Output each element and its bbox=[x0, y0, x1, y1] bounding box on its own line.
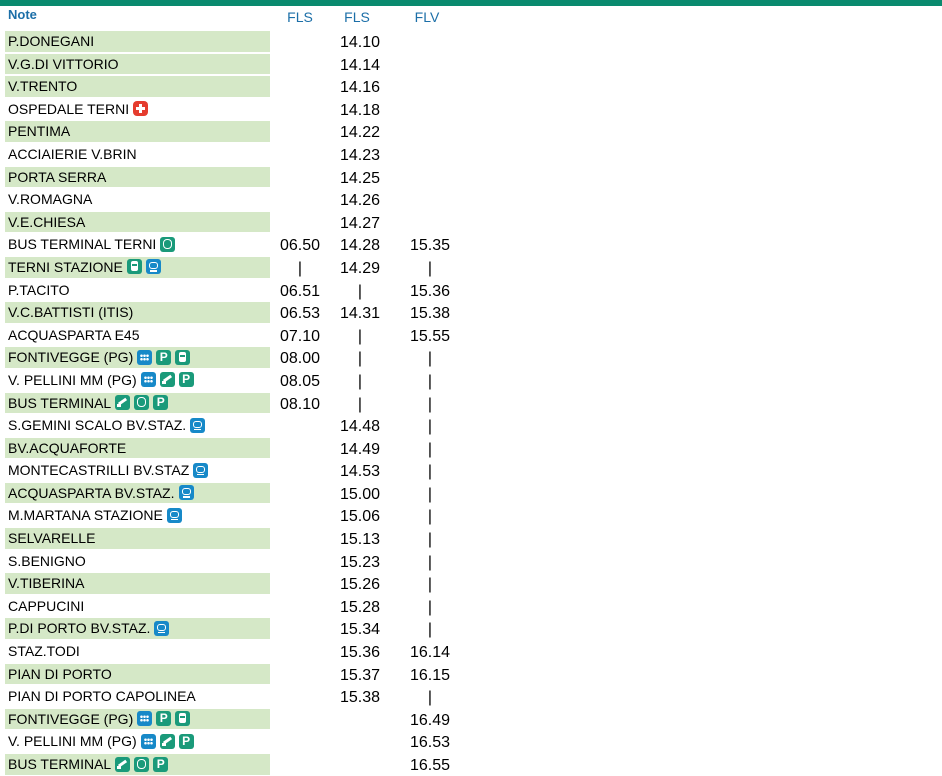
time-cell: 14.27 bbox=[339, 214, 381, 232]
stop-name-cell bbox=[8, 282, 69, 298]
stop-name: BV.ACQUAFORTE bbox=[8, 439, 127, 456]
table-row bbox=[0, 301, 942, 324]
time-cell: | bbox=[357, 327, 363, 345]
table-row bbox=[0, 640, 942, 663]
time-cell: 14.49 bbox=[339, 440, 381, 458]
table-row bbox=[0, 211, 942, 234]
parking-icon bbox=[156, 350, 171, 365]
stop-name-cell bbox=[8, 666, 112, 682]
stop-name-cell bbox=[8, 395, 168, 411]
stop-name: P.DI PORTO BV.STAZ. bbox=[8, 620, 151, 637]
bus-stop-icon bbox=[167, 508, 182, 523]
time-cell: 15.36 bbox=[339, 644, 381, 662]
table-row bbox=[0, 143, 942, 166]
stop-name-cell bbox=[8, 688, 196, 704]
table-row bbox=[0, 685, 942, 708]
stop-name: FONTIVEGGE (PG) bbox=[8, 349, 134, 366]
table-row bbox=[0, 414, 942, 437]
table-row bbox=[0, 166, 942, 189]
bus-stop-icon bbox=[154, 621, 169, 636]
stop-name-cell bbox=[8, 236, 175, 252]
stop-name: V. PELLINI MM (PG) bbox=[8, 733, 137, 750]
minimetro-icon bbox=[137, 350, 152, 365]
stop-name-cell bbox=[8, 711, 190, 727]
time-cell: 14.25 bbox=[339, 169, 381, 187]
time-cell: 15.35 bbox=[409, 237, 451, 255]
stop-name: BUS TERMINAL bbox=[8, 756, 112, 772]
time-cell: 15.38 bbox=[409, 305, 451, 323]
stop-name: PORTA SERRA bbox=[8, 168, 107, 185]
stop-name-cell bbox=[8, 575, 85, 591]
time-cell: 08.05 bbox=[279, 372, 321, 390]
time-cell: | bbox=[357, 350, 363, 368]
time-cell: | bbox=[427, 689, 433, 707]
stop-name: MONTECASTRILLI BV.STAZ bbox=[8, 462, 190, 479]
time-cell: | bbox=[427, 440, 433, 458]
table-row bbox=[0, 504, 942, 527]
stop-name-cell bbox=[8, 530, 95, 546]
table-row bbox=[0, 595, 942, 618]
time-cell: | bbox=[427, 485, 433, 503]
minimetro-icon bbox=[141, 372, 156, 387]
time-cell: 08.00 bbox=[279, 350, 321, 368]
time-cell: 06.53 bbox=[279, 305, 321, 323]
time-cell: 16.55 bbox=[409, 757, 451, 774]
stop-name-cell bbox=[8, 259, 161, 275]
stop-name-cell bbox=[8, 507, 182, 523]
stop-name: FONTIVEGGE (PG) bbox=[8, 710, 134, 727]
time-cell: | bbox=[427, 576, 433, 594]
time-cell: 16.14 bbox=[409, 644, 451, 662]
time-cell: 14.29 bbox=[339, 259, 381, 277]
stop-name: PIAN DI PORTO CAPOLINEA bbox=[8, 688, 196, 705]
time-cell: | bbox=[427, 259, 433, 277]
stop-name: M.MARTANA STAZIONE bbox=[8, 507, 163, 524]
train-icon bbox=[175, 711, 190, 726]
table-row bbox=[0, 98, 942, 121]
stop-name-cell bbox=[8, 327, 140, 343]
stop-name-cell bbox=[8, 56, 118, 72]
time-cell: 14.28 bbox=[339, 237, 381, 255]
train-icon bbox=[175, 350, 190, 365]
stop-name-cell bbox=[8, 146, 137, 162]
stop-name: V. PELLINI MM (PG) bbox=[8, 371, 137, 388]
stop-name-cell bbox=[8, 643, 80, 659]
stop-name: BUS TERMINAL bbox=[8, 394, 112, 411]
time-cell: 15.06 bbox=[339, 508, 381, 526]
table-row bbox=[0, 617, 942, 640]
stop-name-cell bbox=[8, 756, 168, 772]
time-cell: 14.53 bbox=[339, 463, 381, 481]
time-cell: | bbox=[297, 259, 303, 277]
stop-name-cell bbox=[8, 485, 194, 501]
time-cell: | bbox=[427, 463, 433, 481]
time-cell: 15.23 bbox=[339, 553, 381, 571]
time-cell: 14.14 bbox=[339, 56, 381, 74]
table-row bbox=[0, 392, 942, 415]
stop-name: ACQUASPARTA E45 bbox=[8, 326, 140, 343]
time-cell: 14.23 bbox=[339, 146, 381, 164]
stop-name: V.TRENTO bbox=[8, 78, 78, 95]
minimetro-icon bbox=[141, 734, 156, 749]
time-cell: | bbox=[427, 508, 433, 526]
column-header-1: FLS bbox=[287, 9, 313, 25]
time-cell: 15.28 bbox=[339, 598, 381, 616]
bus-stop-icon bbox=[146, 259, 161, 274]
stop-name: P.DONEGANI bbox=[8, 33, 95, 49]
stop-name: OSPEDALE TERNI bbox=[8, 100, 130, 117]
stop-name-cell bbox=[8, 78, 77, 94]
table-row bbox=[0, 482, 942, 505]
time-cell: 14.16 bbox=[339, 79, 381, 97]
table-row bbox=[0, 527, 942, 550]
table-row bbox=[0, 324, 942, 347]
stop-name-cell bbox=[8, 372, 194, 388]
table-row bbox=[0, 459, 942, 482]
train-icon bbox=[127, 259, 142, 274]
time-cell: 06.50 bbox=[279, 237, 321, 255]
escalator-icon bbox=[115, 395, 130, 410]
escalator-icon bbox=[160, 734, 175, 749]
stop-name: S.GEMINI SCALO BV.STAZ. bbox=[8, 417, 187, 434]
time-cell: | bbox=[427, 418, 433, 436]
stop-name-cell bbox=[8, 553, 86, 569]
parking-icon bbox=[179, 734, 194, 749]
time-cell: 14.31 bbox=[339, 305, 381, 323]
stop-name: V.C.BATTISTI (ITIS) bbox=[8, 304, 134, 321]
time-cell: 15.38 bbox=[339, 689, 381, 707]
time-cell: | bbox=[427, 395, 433, 413]
stop-name: STAZ.TODI bbox=[8, 643, 80, 660]
time-cell: 14.48 bbox=[339, 418, 381, 436]
table-header bbox=[0, 6, 942, 26]
time-cell: 14.10 bbox=[339, 34, 381, 51]
time-cell: 16.15 bbox=[409, 666, 451, 684]
time-cell: 15.34 bbox=[339, 621, 381, 639]
bus-terminal-icon bbox=[134, 757, 149, 772]
stop-name-cell bbox=[8, 349, 190, 365]
time-cell: | bbox=[427, 598, 433, 616]
stop-name: BUS TERMINAL TERNI bbox=[8, 236, 157, 253]
table-row bbox=[0, 730, 942, 753]
time-cell: 14.22 bbox=[339, 124, 381, 142]
time-cell: | bbox=[427, 553, 433, 571]
stop-name: PENTIMA bbox=[8, 123, 71, 140]
column-header-3: FLV bbox=[414, 9, 440, 25]
time-cell: 08.10 bbox=[279, 395, 321, 413]
table-row bbox=[0, 30, 942, 53]
column-header-2: FLS bbox=[344, 9, 370, 25]
table-row bbox=[0, 369, 942, 392]
time-cell: 15.55 bbox=[409, 327, 451, 345]
parking-icon bbox=[153, 395, 168, 410]
stop-name: PIAN DI PORTO bbox=[8, 665, 112, 682]
table-row bbox=[0, 233, 942, 256]
bus-stop-icon bbox=[179, 485, 194, 500]
time-cell: | bbox=[427, 372, 433, 390]
stop-name: V.TIBERINA bbox=[8, 575, 85, 592]
table-row bbox=[0, 663, 942, 686]
stop-name-cell bbox=[8, 169, 106, 185]
stop-name-cell bbox=[8, 191, 92, 207]
time-cell: 15.36 bbox=[409, 282, 451, 300]
stop-name: SELVARELLE bbox=[8, 530, 96, 547]
time-cell: 15.26 bbox=[339, 576, 381, 594]
stop-name-cell bbox=[8, 417, 205, 433]
stop-name-cell bbox=[8, 304, 133, 320]
parking-icon bbox=[179, 372, 194, 387]
stop-name-cell bbox=[8, 440, 126, 456]
bus-terminal-icon bbox=[134, 395, 149, 410]
time-cell: | bbox=[427, 621, 433, 639]
stop-name: V.G.DI VITTORIO bbox=[8, 55, 119, 72]
stop-name-cell bbox=[8, 214, 85, 230]
stop-name-cell bbox=[8, 33, 94, 49]
time-cell: | bbox=[357, 372, 363, 390]
table-row bbox=[0, 120, 942, 143]
bus-stop-icon bbox=[190, 418, 205, 433]
time-cell: 15.13 bbox=[339, 531, 381, 549]
table-row bbox=[0, 75, 942, 98]
time-cell: 15.37 bbox=[339, 666, 381, 684]
time-cell: 16.49 bbox=[409, 711, 451, 729]
stop-name: CAPPUCINI bbox=[8, 597, 85, 614]
time-cell: | bbox=[427, 531, 433, 549]
stop-name-cell bbox=[8, 598, 84, 614]
note-column-label: Note bbox=[8, 7, 37, 22]
stop-name-cell bbox=[8, 123, 70, 139]
time-cell: 14.26 bbox=[339, 192, 381, 210]
time-cell: 14.18 bbox=[339, 101, 381, 119]
stop-name-cell bbox=[8, 462, 208, 478]
table-row bbox=[0, 279, 942, 302]
stop-name: V.E.CHIESA bbox=[8, 213, 86, 230]
escalator-icon bbox=[115, 757, 130, 772]
escalator-icon bbox=[160, 372, 175, 387]
time-cell: 06.51 bbox=[279, 282, 321, 300]
bus-stop-icon bbox=[193, 463, 208, 478]
time-cell: 07.10 bbox=[279, 327, 321, 345]
stop-name: ACQUASPARTA BV.STAZ. bbox=[8, 484, 175, 501]
table-row bbox=[0, 437, 942, 460]
time-cell: | bbox=[427, 350, 433, 368]
time-cell: | bbox=[357, 282, 363, 300]
stop-name-cell bbox=[8, 733, 194, 749]
table-row bbox=[0, 346, 942, 369]
table-row bbox=[0, 256, 942, 279]
stop-name: S.BENIGNO bbox=[8, 552, 86, 569]
timetable bbox=[0, 30, 942, 776]
stop-name: TERNI STAZIONE bbox=[8, 258, 123, 275]
stop-name: ACCIAIERIE V.BRIN bbox=[8, 145, 137, 162]
table-row bbox=[0, 53, 942, 76]
minimetro-icon bbox=[137, 711, 152, 726]
stop-name: V.ROMAGNA bbox=[8, 191, 93, 208]
table-row bbox=[0, 550, 942, 573]
hospital-icon bbox=[133, 101, 148, 116]
parking-icon bbox=[156, 711, 171, 726]
stop-name-cell bbox=[8, 101, 148, 117]
time-cell: 15.00 bbox=[339, 485, 381, 503]
table-row bbox=[0, 753, 942, 776]
stop-name-cell bbox=[8, 620, 169, 636]
parking-icon bbox=[153, 757, 168, 772]
table-row bbox=[0, 572, 942, 595]
table-row bbox=[0, 708, 942, 731]
table-row bbox=[0, 188, 942, 211]
time-cell: | bbox=[357, 395, 363, 413]
time-cell: 16.53 bbox=[409, 734, 451, 752]
bus-terminal-icon bbox=[160, 237, 175, 252]
stop-name: P.TACITO bbox=[8, 281, 70, 298]
